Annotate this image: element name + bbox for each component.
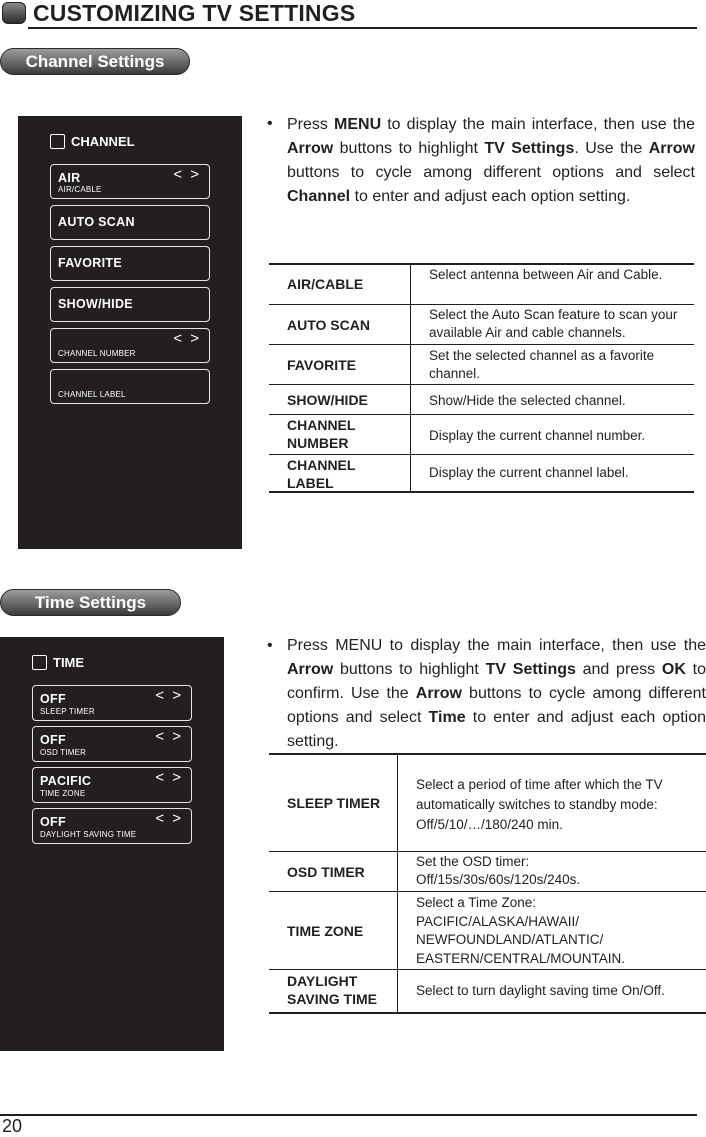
left-right-arrows-icon: < > (155, 687, 183, 704)
header-divider (28, 27, 697, 29)
menu-item-favorite[interactable] (50, 246, 210, 281)
table-value: Select to turn daylight saving time On/Off. (416, 983, 665, 998)
footer-divider (0, 1114, 697, 1116)
section-header-icon (2, 2, 26, 24)
time-menu-panel (0, 637, 224, 1051)
table-value: Select a Time Zone: PACIFIC/ALASKA/HAWAII/ NEWFOUNDLAND/ATLANTIC/ EASTERN/CENTRAL/MOUNTAIN. (416, 895, 626, 966)
table-value: Select antenna between Air and Cable. (429, 267, 663, 282)
table-key: OSD TIMER (287, 864, 365, 880)
table-key: SHOW/HIDE (287, 392, 368, 408)
menu-item-value: OFF (40, 733, 66, 747)
menu-item-time-zone[interactable] (32, 767, 192, 803)
menu-item-value: PACIFIC (40, 774, 92, 788)
menu-item-show-hide[interactable] (50, 287, 210, 322)
table-key: CHANNEL NUMBER (287, 417, 356, 451)
menu-item-label: AUTO SCAN (58, 215, 135, 229)
table-value: Set the OSD timer: Off/15s/30s/60s/120s/240s. (416, 854, 581, 887)
menu-item-label: DAYLIGHT SAVING TIME (40, 830, 137, 839)
table-value: Display the current channel label. (429, 465, 629, 480)
menu-item-label: AIR/CABLE (58, 185, 102, 194)
page-title: CUSTOMIZING TV SETTINGS (33, 0, 356, 26)
menu-checkbox-icon (50, 134, 65, 149)
time-settings-pill: Time Settings (0, 589, 181, 616)
table-value: Select a period of time after which the TV automatically switches to standby mode: Off/5/10/…/180/240 min. (416, 777, 663, 832)
table-key: AUTO SCAN (287, 317, 370, 333)
menu-item-label: CHANNEL LABEL (58, 390, 126, 399)
time-menu-header (32, 655, 84, 670)
left-right-arrows-icon: < > (155, 728, 183, 745)
table-value: Set the selected channel as a favorite channel. (429, 348, 655, 381)
time-instructions: Press MENU to display the main interface, then use the Arrow buttons to highlight TV Settings and press OK to confirm. Use the Arrow buttons to cycle among different options and select Time to enter and adjust each option setting. (287, 637, 706, 750)
menu-item-value: AIR (58, 171, 81, 185)
time-menu-title: TIME (53, 655, 85, 670)
menu-item-auto-scan[interactable] (50, 205, 210, 240)
bullet: • (267, 115, 273, 132)
channel-settings-pill: Channel Settings (0, 48, 190, 75)
table-key: FAVORITE (287, 357, 356, 373)
channel-menu-panel (18, 116, 242, 549)
table-value: Select the Auto Scan feature to scan your available Air and cable channels. (429, 307, 678, 340)
menu-item-value: OFF (40, 815, 66, 829)
left-right-arrows-icon: < > (173, 166, 201, 183)
left-right-arrows-icon: < > (173, 330, 201, 347)
left-right-arrows-icon: < > (155, 769, 183, 786)
menu-item-channel-label[interactable] (50, 369, 210, 404)
table-value: Show/Hide the selected channel. (429, 393, 626, 408)
table-key: TIME ZONE (287, 923, 364, 939)
menu-item-air-cable[interactable] (50, 164, 210, 199)
channel-menu-title: CHANNEL (71, 134, 135, 149)
menu-item-channel-number[interactable] (50, 328, 210, 363)
bullet: • (267, 637, 273, 654)
left-right-arrows-icon: < > (155, 810, 183, 827)
table-key: DAYLIGHT SAVING TIME (287, 973, 377, 1007)
menu-item-label: SHOW/HIDE (58, 297, 133, 311)
table-value: Display the current channel number. (429, 428, 646, 443)
channel-instructions: Press MENU to display the main interface, then use the Arrow buttons to highlight TV Settings. Use the Arrow buttons to cycle among different options and select Channel to enter and adjust each option setting. (287, 116, 696, 205)
menu-checkbox-icon (32, 655, 47, 670)
table-key: SLEEP TIMER (287, 795, 381, 811)
menu-item-label: CHANNEL NUMBER (58, 349, 136, 358)
menu-item-sleep-timer[interactable] (32, 685, 192, 721)
menu-item-label: SLEEP TIMER (40, 707, 95, 716)
page-number: 20 (2, 1116, 23, 1136)
channel-menu-header (50, 134, 135, 149)
menu-item-label: FAVORITE (58, 256, 122, 270)
menu-item-value: OFF (40, 692, 66, 706)
menu-item-osd-timer[interactable] (32, 726, 192, 762)
table-key: AIR/CABLE (287, 276, 364, 292)
menu-item-daylight-saving[interactable] (32, 808, 192, 844)
menu-item-label: OSD TIMER (40, 748, 87, 757)
table-key: CHANNEL LABEL (287, 457, 356, 491)
menu-item-label: TIME ZONE (40, 789, 86, 798)
